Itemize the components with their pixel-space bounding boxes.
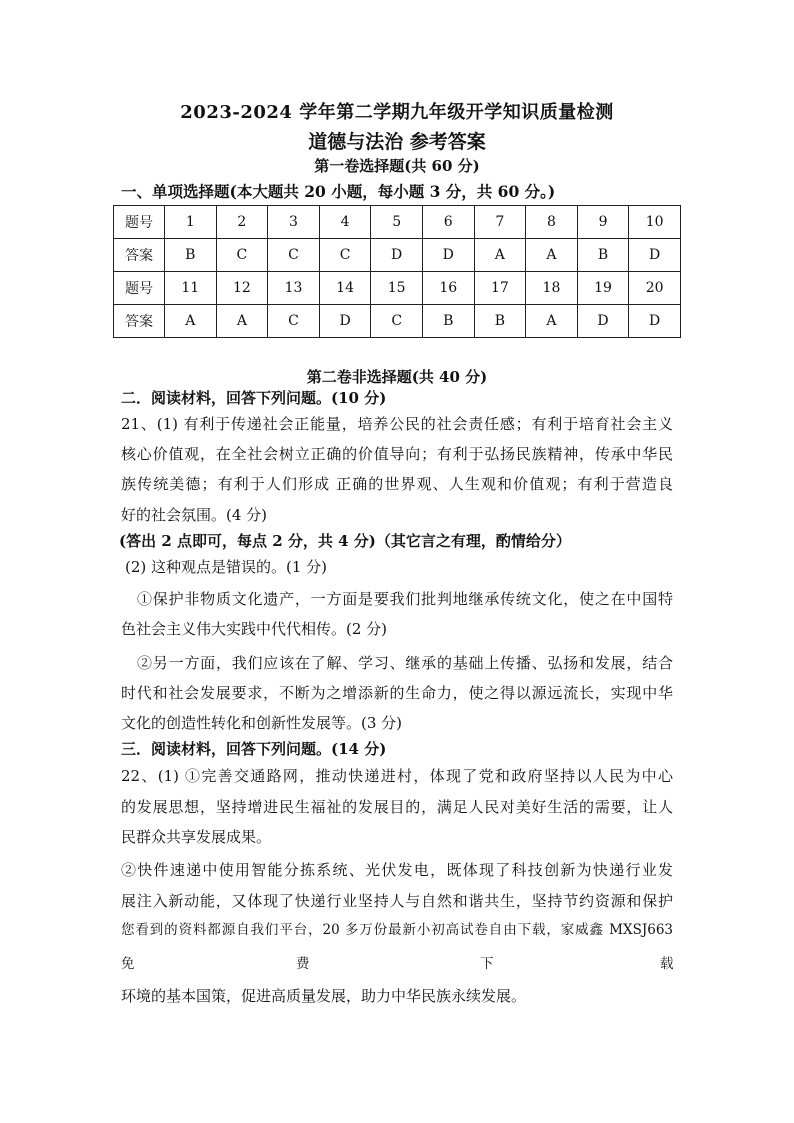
table-row <box>114 272 681 305</box>
table-cell: 19 <box>577 272 629 305</box>
table-row <box>114 206 681 239</box>
table-cell: 17 <box>474 272 526 305</box>
q21-point2: ②另一方面，我们应该在了解、学习、继承的基础上传播、弘扬和发展，结合 <box>137 654 673 672</box>
table-cell: 14 <box>319 272 371 305</box>
table-cell: A <box>165 305 217 338</box>
q21-line: 核心价值观，在全社会树立正确的价值导向；有利于弘扬民族精神，传承中华民 <box>121 445 673 463</box>
table-cell: 7 <box>474 206 526 239</box>
table-cell: 11 <box>165 272 217 305</box>
q22-line: 的发展思想，坚持增进民生福祉的发展目的，满足人民对美好生活的需要，让人 <box>121 798 673 816</box>
table-cell: 10 <box>629 206 681 239</box>
table-cell: 8 <box>526 206 578 239</box>
q21-line: 21、(1) 有利于传递社会正能量，培养公民的社会责任感；有利于培育社会主义 <box>121 415 673 433</box>
table-cell: B <box>577 239 629 272</box>
table-cell: A <box>474 239 526 272</box>
table-cell: 3 <box>268 206 320 239</box>
table-cell: 12 <box>216 272 268 305</box>
table-cell: 1 <box>165 206 217 239</box>
part1-heading: 第一卷选择题(共 60 分) <box>314 157 480 175</box>
table-cell: C <box>268 239 320 272</box>
q22-line: 民群众共享发展成果。 <box>121 828 272 846</box>
document-title: 2023-2024 学年第二学期九年级开学知识质量检测 <box>180 102 614 123</box>
q21-point2: 文化的创造性转化和创新性发展等。(3 分) <box>121 714 403 732</box>
q21-point2: 时代和社会发展要求，不断为之增添新的生命力，使之得以源远流长，实现中华 <box>121 684 673 702</box>
document-subtitle: 道德与法治 参考答案 <box>308 131 486 153</box>
table-row <box>114 239 681 272</box>
table-cell: 13 <box>268 272 320 305</box>
table-cell: 20 <box>629 272 681 305</box>
table-cell: 15 <box>371 272 423 305</box>
table-cell: B <box>422 305 474 338</box>
q21-line: 族传统美德；有利于人们形成 正确的世界观、人生观和价值观；有利于营造良 <box>121 475 673 493</box>
table-cell: A <box>526 305 578 338</box>
table-cell: 2 <box>216 206 268 239</box>
question2-heading: 二．阅读材料，回答下列问题。(10 分) <box>121 389 387 407</box>
answer-table <box>113 205 681 338</box>
row-label: 答案 <box>114 239 165 272</box>
q22-point2: 展注入新动能，又体现了快递行业坚持人与自然和谐共生，坚持节约资源和保护 <box>121 892 673 910</box>
q21-scoring-note: (答出 2 点即可，每点 2 分，共 4 分)（其它言之有理，酌情给分） <box>119 532 571 550</box>
table-cell: D <box>319 305 371 338</box>
table-cell: B <box>474 305 526 338</box>
table-cell: A <box>216 305 268 338</box>
table-cell: 4 <box>319 206 371 239</box>
row-label: 题号 <box>114 272 165 305</box>
table-cell: B <box>165 239 217 272</box>
footer-word: 费 <box>296 956 310 972</box>
q22-line: 22、(1) ①完善交通路网，推动快递进村，体现了党和政府坚持以人民为中心 <box>121 767 673 785</box>
q22-line: 环境的基本国策，促进高质量发展，助力中华民族永续发展。 <box>121 987 527 1005</box>
q21-point1: 色社会主义伟大实践中代代相传。(2 分) <box>121 620 388 638</box>
section1-heading: 一、单项选择题(本大题共 20 小题，每小题 3 分，共 60 分。) <box>121 182 556 201</box>
q21-part2: (2) 这种观点是错误的。(1 分) <box>125 558 328 576</box>
table-cell: 5 <box>371 206 423 239</box>
table-cell: 16 <box>422 272 474 305</box>
table-cell: C <box>268 305 320 338</box>
table-cell: C <box>371 305 423 338</box>
table-cell: C <box>319 239 371 272</box>
footer-watermark-text: 您看到的资料都源自我们平台，20 多万份最新小初高试卷自由下载，家威鑫 MXSJ663 <box>121 922 673 938</box>
table-cell: D <box>629 305 681 338</box>
part2-heading: 第二卷非选择题(共 40 分) <box>306 368 488 386</box>
table-cell: 18 <box>526 272 578 305</box>
table-cell: D <box>422 239 474 272</box>
q21-point1: ①保护非物质文化遗产，一方面是要我们批判地继承传统文化，使之在中国特 <box>137 590 673 608</box>
table-cell: 6 <box>422 206 474 239</box>
q22-point2: ②快件速递中使用智能分拣系统、光伏发电，既体现了科技创新为快递行业发 <box>121 861 673 879</box>
table-cell: 9 <box>577 206 629 239</box>
table-cell: C <box>216 239 268 272</box>
row-label: 题号 <box>114 206 165 239</box>
table-cell: D <box>371 239 423 272</box>
question3-heading: 三．阅读材料，回答下列问题。(14 分) <box>121 740 387 758</box>
row-label: 答案 <box>114 305 165 338</box>
table-cell: A <box>526 239 578 272</box>
q21-line: 好的社会氛围。(4 分) <box>121 506 268 524</box>
table-row <box>114 305 681 338</box>
footer-word: 免 <box>121 956 135 972</box>
footer-word: 载 <box>660 956 674 972</box>
table-cell: D <box>577 305 629 338</box>
table-cell: D <box>629 239 681 272</box>
footer-word: 下 <box>480 956 494 972</box>
